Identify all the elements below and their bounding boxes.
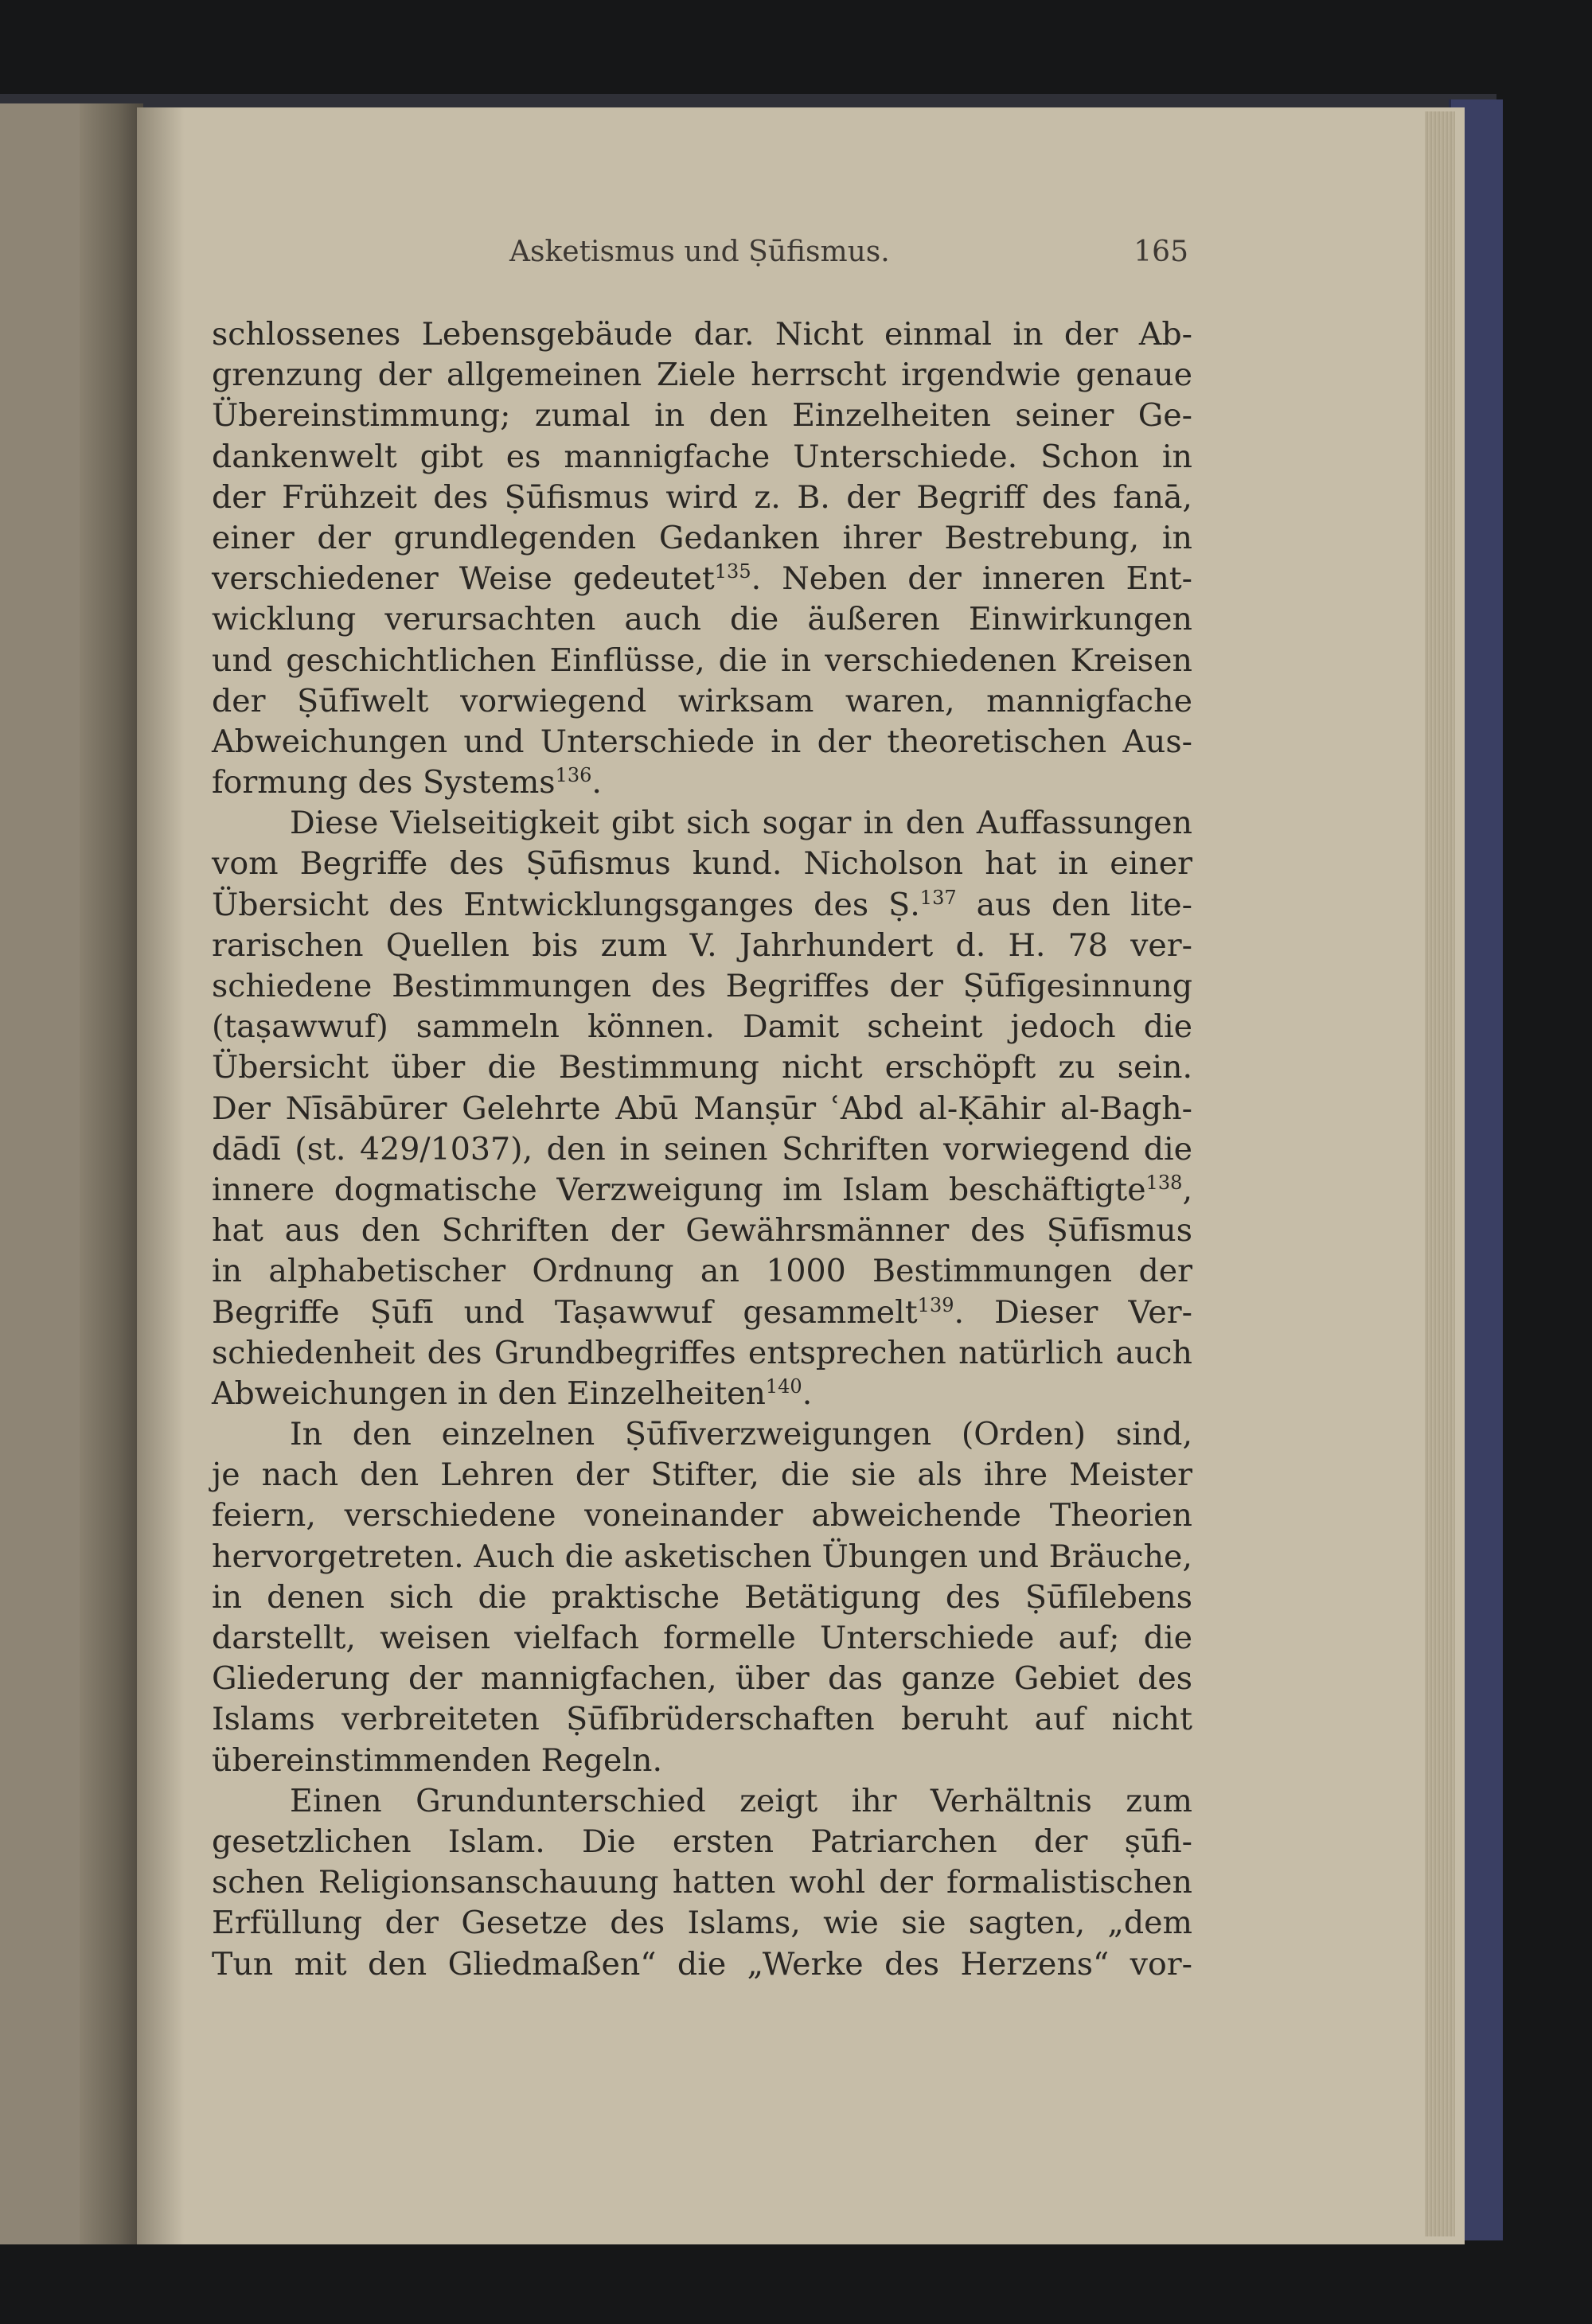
text-line-content: Einen Grundunterschied zeigt ihr Verhältnis zum [290, 1782, 1192, 1819]
text-line-content: dankenwelt gibt es mannigfache Unterschiede. Schon in [212, 438, 1192, 475]
text-line-continuation: . [802, 1375, 813, 1412]
text-line-content: Übersicht des Entwicklungsganges des Ṣ. [212, 886, 920, 923]
text-line [212, 1211, 1192, 1251]
gutter-shadow [137, 107, 185, 2244]
text-line-content: (taṣawwuf) sammeln können. Damit scheint jedoch die [212, 1008, 1192, 1046]
page-stack-edge [1425, 111, 1455, 2236]
text-line [212, 1903, 1192, 1944]
text-line [212, 478, 1192, 518]
text-line-continuation: . [591, 764, 602, 801]
text-line [212, 1414, 1192, 1455]
text-line-content: Islams verbreiteten Ṣūfībrüderschaften beruht auf nicht [212, 1701, 1192, 1738]
text-line-content: in alphabetischer Ordnung an 1000 Bestimmungen der [212, 1253, 1192, 1290]
text-line [212, 844, 1192, 884]
text-line [212, 1577, 1192, 1618]
text-line [212, 926, 1192, 966]
text-line-content: verschiedener Weise gedeutet [212, 560, 715, 598]
text-line [212, 1251, 1192, 1292]
text-line-content: schiedene Bestimmungen des Begriffes der Ṣūfīgesinnung [212, 968, 1192, 1004]
text-line-content: Diese Vielseitigkeit gibt sich sogar in den Auffassungen [290, 805, 1192, 842]
text-line-content: darstellt, weisen vielfach formelle Unterschiede auf; die [212, 1620, 1192, 1656]
text-line [212, 1862, 1192, 1903]
footnote-marker: 137 [919, 886, 957, 909]
body-text [212, 314, 1192, 1985]
text-line-content: innere dogmatische Verzweigung im Islam beschäftigte [212, 1171, 1146, 1208]
text-line [212, 1007, 1192, 1047]
text-line [212, 1089, 1192, 1129]
text-line-content: dādī (st. 429/1037), den in seinen Schriften vorwiegend die [212, 1130, 1192, 1168]
running-head [213, 236, 1188, 275]
running-title: Asketismus und Ṣūfismus. [509, 236, 890, 268]
text-line-content: feiern, verschiedene voneinander abweichende Theorien [212, 1497, 1192, 1534]
footnote-marker: 139 [917, 1293, 954, 1316]
text-line-continuation: aus den lite- [956, 886, 1192, 923]
text-line-content: der Frühzeit des Ṣūfismus wird z. B. der Begriff des fanā, [212, 478, 1192, 516]
text-line [212, 1333, 1192, 1374]
text-line [212, 1047, 1192, 1088]
text-line-content: Abweichungen und Unterschiede in der theoretischen Aus- [212, 723, 1192, 760]
text-line-content: schlossenes Lebensgebäude dar. Nicht einmal in der Ab- [212, 316, 1192, 353]
text-line-content: Begriffe Ṣūfī und Taṣawwuf gesammelt [212, 1293, 918, 1331]
text-line [212, 1822, 1192, 1862]
text-line-content: grenzung der allgemeinen Ziele herrscht irgendwie genaue [212, 357, 1192, 394]
text-line [212, 396, 1192, 436]
footnote-marker: 135 [714, 560, 751, 583]
text-line [212, 966, 1192, 1007]
text-line-content: Abweichungen in den Einzelheiten [212, 1375, 766, 1412]
text-line-content: übereinstimmenden Regeln. [212, 1741, 662, 1779]
text-line [212, 1537, 1192, 1577]
page-number: 165 [1134, 236, 1188, 268]
text-line [212, 437, 1192, 478]
text-line [212, 355, 1192, 396]
text-line [212, 1618, 1192, 1659]
text-line-content: Übersicht über die Bestimmung nicht erschöpft zu sein. [212, 1049, 1192, 1086]
text-line [212, 885, 1192, 926]
text-line [212, 518, 1192, 559]
text-line-content: der Ṣūfīwelt vorwiegend wirksam waren, mannigfache [212, 682, 1192, 719]
text-line-content: Gliederung der mannigfachen, über das ganze Gebiet des [212, 1660, 1192, 1698]
text-line [212, 641, 1192, 681]
text-line [212, 1455, 1192, 1495]
text-line-content: gesetzlichen Islam. Die ersten Patriarchen der ṣūfi- [212, 1823, 1192, 1860]
text-line [212, 681, 1192, 722]
text-line-content: in denen sich die praktische Betätigung des Ṣūfīlebens [212, 1578, 1192, 1616]
text-line [212, 599, 1192, 640]
text-line-content: hervorgetreten. Auch die asketischen Übungen und Bräuche, [212, 1538, 1192, 1575]
text-line-content: je nach den Lehren der Stifter, die sie als ihre Meister [212, 1456, 1192, 1494]
text-line [212, 722, 1192, 762]
text-line [212, 803, 1192, 844]
text-line [212, 1944, 1192, 1985]
book-gutter [80, 103, 143, 2244]
text-line-content: schen Religionsanschauung hatten wohl der formalistischen [212, 1864, 1192, 1901]
text-line-content: Tun mit den Gliedmaßen“ die „Werke des Herzens“ vor- [212, 1945, 1192, 1983]
text-line [212, 1741, 1192, 1781]
footnote-marker: 140 [765, 1375, 802, 1398]
text-line-content: Der Nīsābūrer Gelehrte Abū Manṣūr ʿAbd al-Ḳāhir al-Bagh- [212, 1090, 1192, 1127]
text-line-content: einer der grundlegenden Gedanken ihrer Bestrebung, in [212, 519, 1192, 556]
text-line [212, 1699, 1192, 1740]
text-line [212, 1293, 1192, 1333]
text-line [212, 1374, 1192, 1414]
text-line-content: rarischen Quellen bis zum V. Jahrhundert d. H. 78 ver- [212, 926, 1192, 964]
text-line-content: Übereinstimmung; zumal in den Einzelheiten seiner Ge- [212, 397, 1192, 435]
text-line-continuation: . Neben der inneren Ent- [751, 560, 1192, 598]
text-line [212, 1495, 1192, 1536]
text-line-content: vom Begriffe des Ṣūfismus kund. Nicholson hat in einer [212, 845, 1192, 883]
footnote-marker: 136 [555, 763, 592, 786]
text-line [212, 559, 1192, 599]
text-line-content: Erfüllung der Gesetze des Islams, wie sie sagten, „dem [212, 1905, 1192, 1942]
text-line-content: formung des Systems [212, 764, 556, 801]
text-line [212, 1170, 1192, 1211]
text-line-continuation: . Dieser Ver- [954, 1293, 1192, 1331]
text-line [212, 1129, 1192, 1170]
text-line-content: und geschichtlichen Einflüsse, die in verschiedenen Kreisen [212, 641, 1192, 679]
text-line-continuation: , [1182, 1171, 1192, 1208]
text-line [212, 1659, 1192, 1699]
text-line-content: hat aus den Schriften der Gewährsmänner des Ṣūfīsmus [212, 1212, 1192, 1250]
text-line [212, 314, 1192, 355]
text-line [212, 762, 1192, 803]
text-line-content: In den einzelnen Ṣūfīverzweigungen (Orden) sind, [290, 1416, 1192, 1453]
text-line-content: schiedenheit des Grundbegriffes entsprechen natürlich auch [212, 1334, 1192, 1371]
text-line [212, 1781, 1192, 1822]
footnote-marker: 138 [1145, 1171, 1183, 1194]
text-line-content: wicklung verursachten auch die äußeren Einwirkungen [212, 601, 1192, 638]
